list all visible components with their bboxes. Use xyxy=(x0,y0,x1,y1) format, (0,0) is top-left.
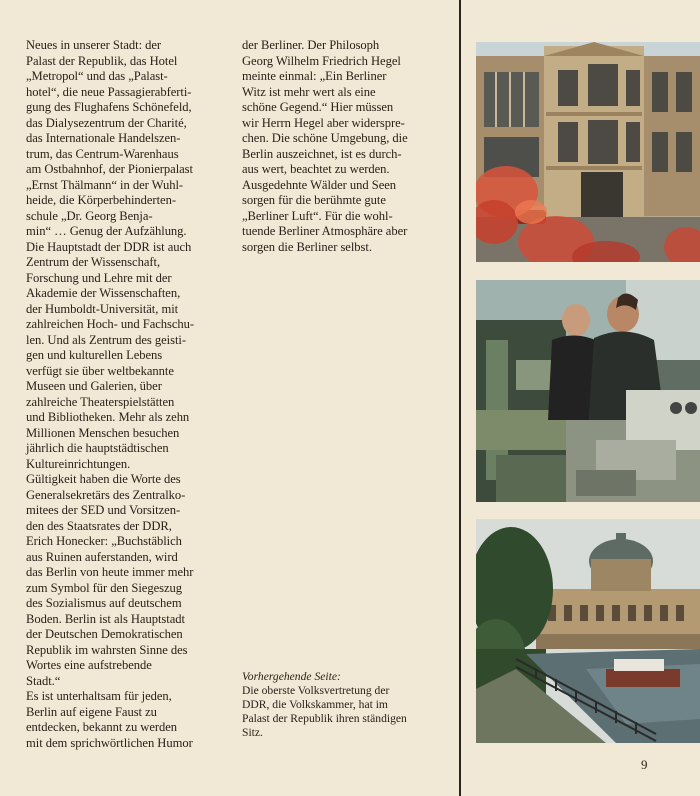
photo-caption xyxy=(242,670,454,740)
text-column-left: Neues in unserer Stadt: der Palast der Republik, das Hotel „Metropol“ und das „Palast- hotel“, die neue Passagierabferti- gung des Flughafens Schönefeld, das Dialysezentrum der Charité, das Internationale Handelszen- trum, das Centrum-Warenhaus am Ostbahnhof, der Pionierpalast „Ernst Thälmann“ in der Wuhl- heide, die Körperbehinderten- schule „Dr. Georg Benja- min“ … Genug der Aufzählung. Die Hauptstadt der DDR ist auch Zentrum der Wissenschaft, Forschung und Lehre mit der Akademie der Wissenschaften, der Humboldt-Universität, mit zahlreichen Hoch- und Fachschu- len. Und als Zentrum des geisti- gen und kulturellen Lebens verfügt sie über weltbekannte Museen und Galerien, über zahlreiche Theaterspielstätten und Bibliotheken. Mehr als zehn Millionen Menschen besuchen jährlich die hauptstädtischen Kultureinrichtungen. Gültigkeit haben die Worte des Generalsekretärs des Zentralko- mitees der SED und Vorsitzen- den des Staatsrates der DDR, Erich Honecker: „Buchstäblich aus Ruinen auferstanden, wird das Berlin von heute immer mehr zum Symbol für den Siegeszug des Sozialismus auf deutschem Boden. Berlin ist als Hauptstadt der Deutschen Demokratischen Republik im wahrsten Sinne des Wortes eine aufstrebende Stadt.“ Es ist unterhaltsam für jeden, Berlin auf eigene Faust zu entdecken, bekannt zu werden mit dem sprichwörtlichen Humor xyxy=(26,38,195,750)
photo-domed-museum-river xyxy=(476,519,700,743)
caption-title: Vorhergehende Seite: xyxy=(242,670,341,683)
column-divider xyxy=(459,0,461,796)
photo-laboratory-scientists xyxy=(476,280,700,502)
page-number: 9 xyxy=(641,757,648,772)
caption-text: Die oberste Volksvertretung der DDR, die Volkskammer, hat im Palast der Republik ihren ständigen Sitz. xyxy=(242,684,407,739)
photo-building-facade xyxy=(476,42,700,262)
text-column-middle: der Berliner. Der Philosoph Georg Wilhelm Friedrich Hegel meinte einmal: „Ein Berliner Witz ist mehr wert als eine schöne Gegend.“ Hier müssen wir Herrn Hegel aber widerspre- chen. Die schöne Umgebung, die Berlin auszeichnet, ist es durch- aus wert, beachtet zu werden. Ausgedehnte Wälder und Seen sorgen für die berühmte gute „Berliner Luft“. Für die wohl- tuende Berliner Atmosphäre aber sorgen die Berliner selbst. xyxy=(242,38,408,254)
